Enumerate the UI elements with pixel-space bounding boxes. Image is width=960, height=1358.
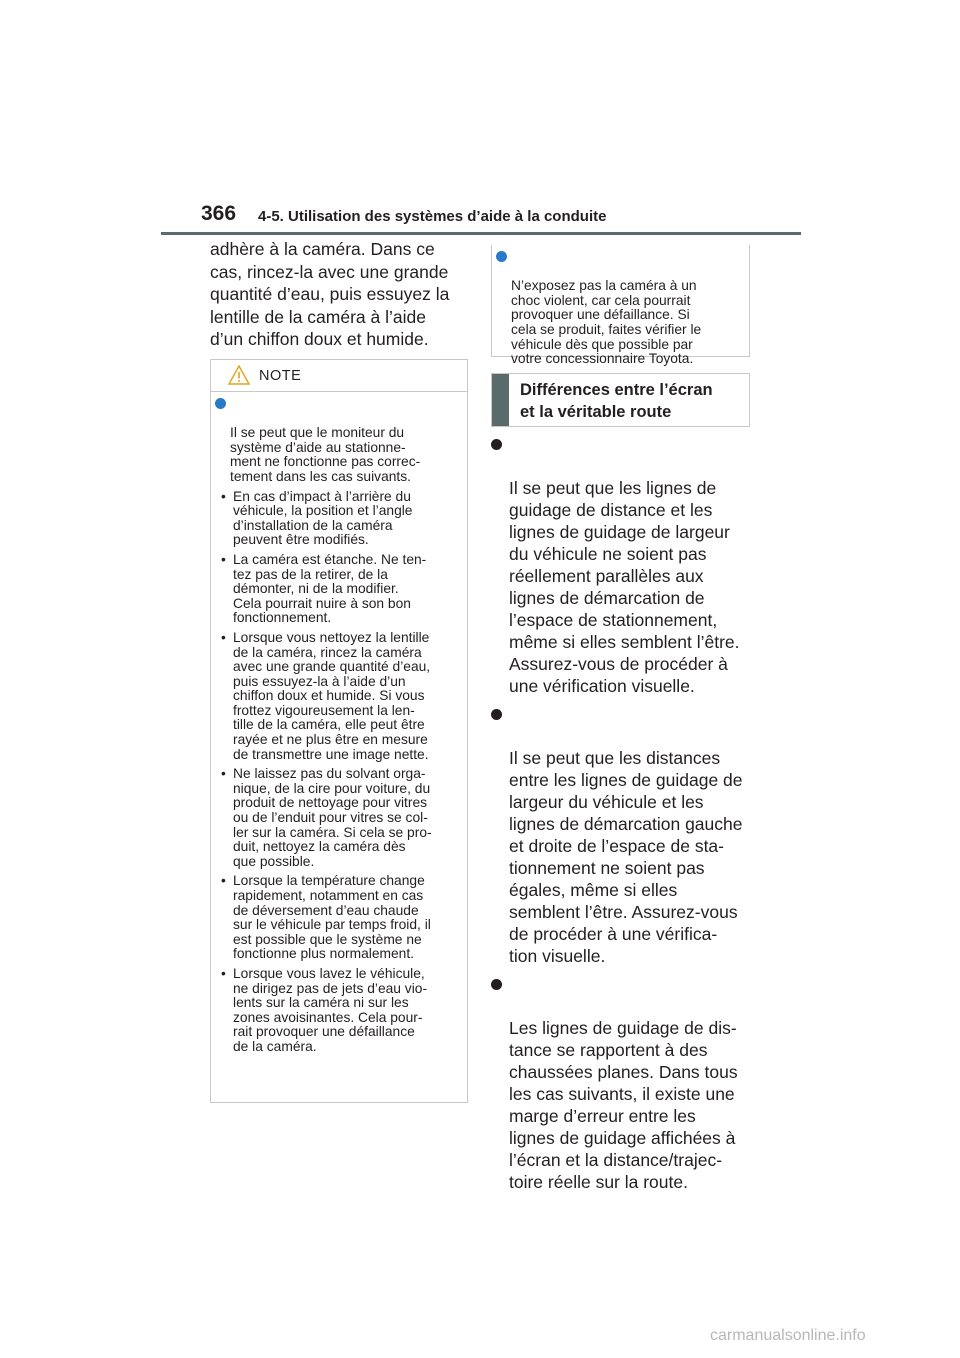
note-item-text: Lorsque la température change rapidement, notamment en cas de déversement d’eau chaude sur le véhicule par temps froid, il est possible que le système ne fonctionne plus normalement. <box>233 873 431 962</box>
note-lead <box>215 397 461 485</box>
note-item-text: En cas d’impact à l’arrière du véhicule, la position et l’angle d’installation de la caméra peuvent être modifiés. <box>233 488 413 548</box>
section-heading: Différences entre l’écran et la véritable route <box>520 381 713 421</box>
note-box <box>210 359 468 1103</box>
note-body <box>211 392 467 1055</box>
caution-continued-box <box>491 245 750 367</box>
list-item <box>491 433 753 697</box>
note-header <box>211 360 467 392</box>
note-item-text: La caméra est étanche. Ne ten- tez pas de la retirer, de la démonter, ni de la modifier. Cela pourrait nuire à son bon fonctionnement. <box>233 551 427 626</box>
bullet-dot-icon <box>491 439 502 450</box>
bullet-dot-icon <box>496 251 507 262</box>
note-item-text: Lorsque vous nettoyez la lentille de la caméra, rincez la caméra avec une grande quantité d’eau, puis essuyez-la à l’aide d’un chiffon doux et humide. Si vous frottez vigoureusement la len- tille de la caméra, elle peut être rayée et ne plus être en mesure de transmettre une image nette. <box>233 629 431 762</box>
intro-paragraph: adhère à la caméra. Dans ce cas, rincez-la avec une grande quantité d’eau, puis essuyez la lentille de la caméra à l’aide d’un chiffon doux et humide. <box>210 239 450 349</box>
bullet-dot-icon <box>491 709 502 720</box>
list-item <box>491 703 753 967</box>
bullet-dot-icon <box>215 398 226 409</box>
watermark: carmanualsonline.info <box>710 1327 866 1344</box>
heading-bar <box>492 374 509 426</box>
list-item <box>491 973 753 1193</box>
section-title: 4-5. Utilisation des systèmes d’aide à la conduite <box>258 208 607 225</box>
header-rule <box>161 232 801 235</box>
note-item: • Lorsque vous lavez le véhicule, ne dirigez pas de jets d’eau vio- lents sur la caméra ni sur les zones avoisinantes. Cela pour- rait provoquer une défaillance de la caméra. <box>221 965 428 1054</box>
caution-lead <box>496 250 743 367</box>
note-item: • Ne laissez pas du solvant orga- nique, de la cire pour voiture, du produit de nettoyage pour vitres ou de l’enduit pour vitres se col- ler sur la caméra. Si cela se pro- duit, nettoyez la caméra dès que possible. <box>221 766 432 869</box>
warning-triangle-icon <box>228 365 250 385</box>
list-item-text: Les lignes de guidage de dis- tance se rapportent à des chaussées planes. Dans tous les cas suivants, il existe une marge d’erreur entre les lignes de guidage affichées à l’écran et la distance/trajec- toire réelle sur la route. <box>509 1018 738 1192</box>
note-item: • La caméra est étanche. Ne ten- tez pas de la retirer, de la démonter, ni de la modifier. Cela pourrait nuire à son bon fonctionnement. <box>221 551 427 626</box>
list-item-text: Il se peut que les distances entre les lignes de guidage de largeur du véhicule et les lignes de démarcation gauche et droite de l’espace de sta- tionnement ne soient pas égales, même si elles semblent l’être. Assurez-vous de procéder à une vérifica- tion visuelle. <box>509 748 743 966</box>
note-label: NOTE <box>259 368 302 384</box>
caution-lead-text: N’exposez pas la caméra à un choc violent, car cela pourrait provoquer une défaillance. Si cela se produit, faites vérifier le véhicule dès que possible par votre concessionnaire Toyota. <box>511 278 702 367</box>
note-item-text: Lorsque vous lavez le véhicule, ne dirigez pas de jets d’eau vio- lents sur la caméra ni sur les zones avoisinantes. Cela pour- rait provoquer une défaillance de la caméra. <box>233 965 428 1054</box>
note-item: • Lorsque la température change rapidement, notamment en cas de déversement d’eau chaude sur le véhicule par temps froid, il est possible que le système ne fonctionne plus normalement. <box>221 873 431 962</box>
note-item-text: Ne laissez pas du solvant orga- nique, de la cire pour voiture, du produit de nettoyage pour vitres ou de l’enduit pour vitres se col- ler sur la caméra. Si cela se pro- duit, nettoyez la caméra dès que possible. <box>233 766 432 869</box>
note-item: • En cas d’impact à l’arrière du véhicule, la position et l’angle d’installation de la caméra peuvent être modifiés. <box>221 488 413 548</box>
bullet-list <box>491 433 753 1199</box>
page-number: 366 <box>201 202 237 225</box>
note-lead-text: Il se peut que le moniteur du système d’aide au stationne- ment ne fonctionne pas correc- tement dans les cas suivants. <box>230 425 421 484</box>
bullet-dot-icon <box>491 979 502 990</box>
section-heading-box <box>491 373 750 427</box>
list-item-text: Il se peut que les lignes de guidage de distance et les lignes de guidage de largeur du véhicule ne soient pas réellement parallèles aux lignes de démarcation de l’espace de stationnement, même si elles semblent l’être. Assurez-vous de procéder à une vérification visuelle. <box>509 478 740 696</box>
note-item: • Lorsque vous nettoyez la lentille de la caméra, rincez la caméra avec une grande quantité d’eau, puis essuyez-la à l’aide d’un chiffon doux et humide. Si vous frottez vigoureusement la len- tille de la caméra, elle peut être rayée et ne plus être en mesure de transmettre une image nette. <box>221 629 431 762</box>
